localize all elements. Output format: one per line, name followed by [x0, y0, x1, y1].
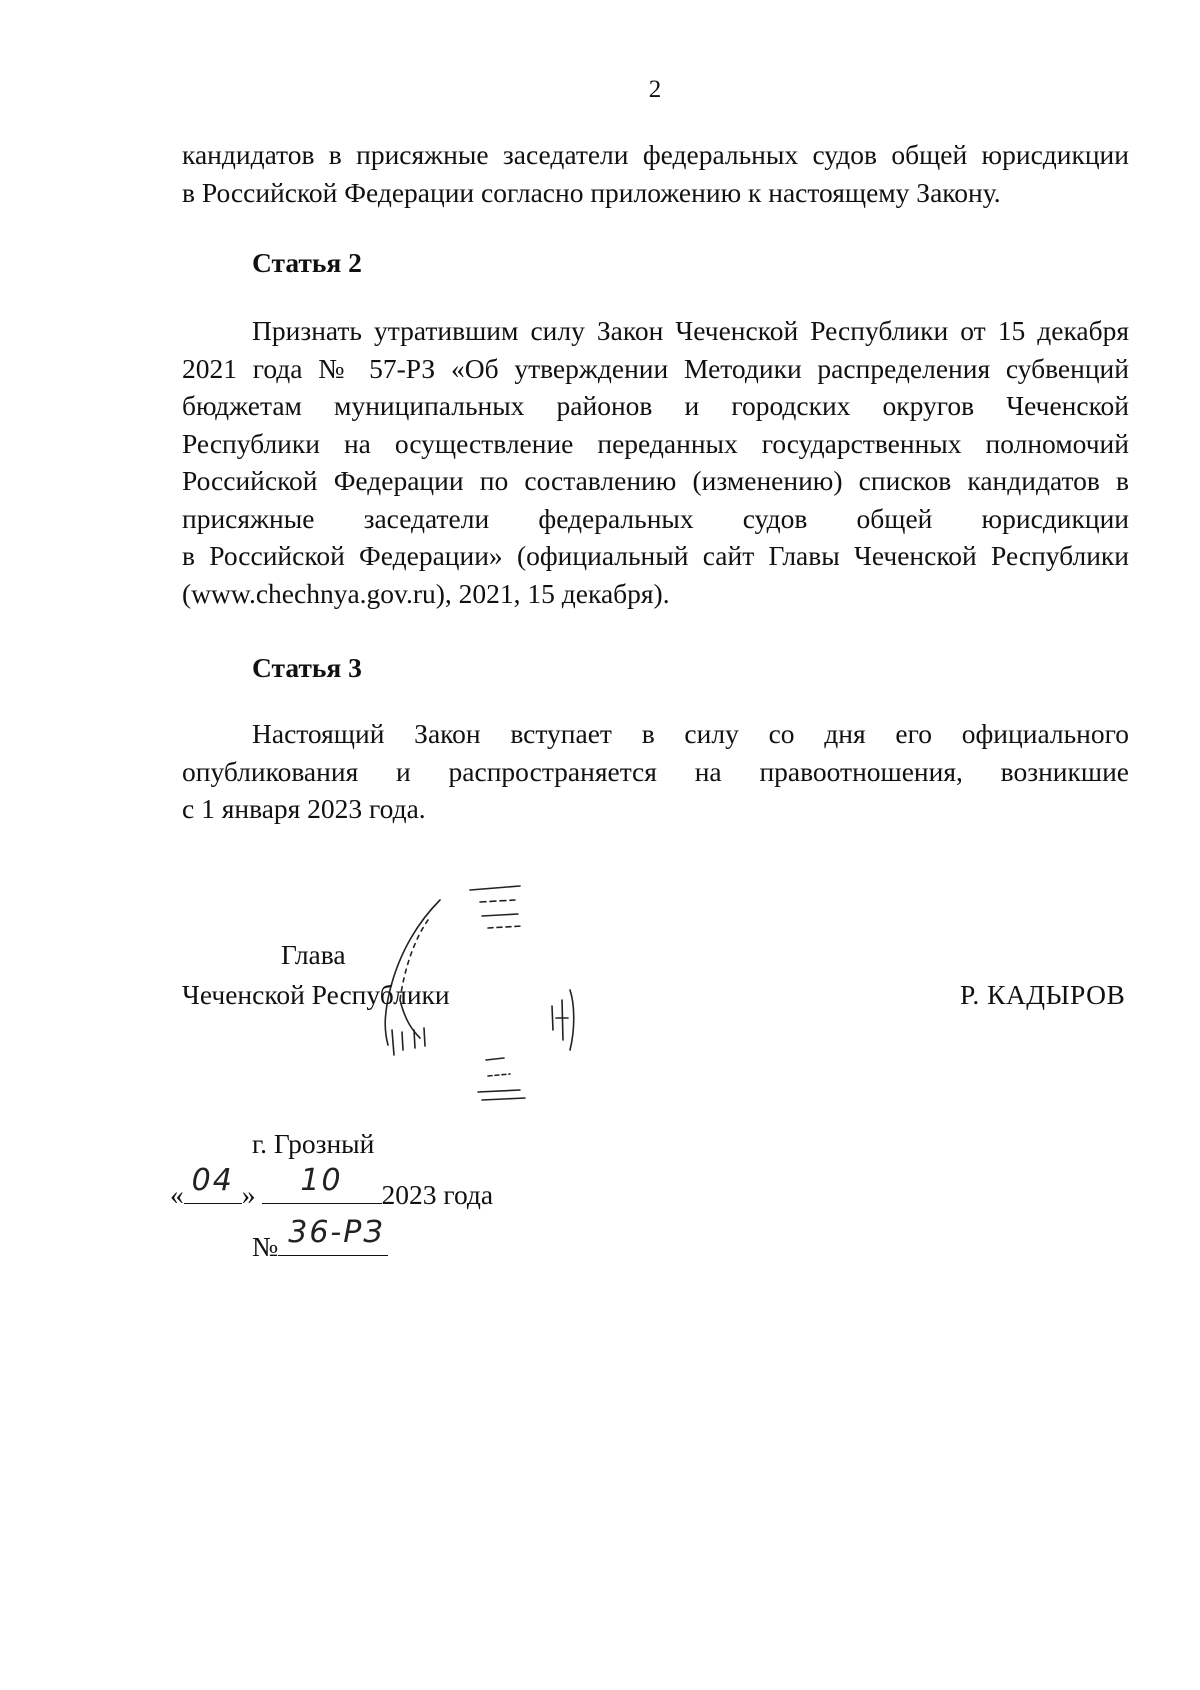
text-line: бюджетам муниципальных районов и городских округов Чеченской [182, 390, 1129, 421]
text-line: (www.chechnya.gov.ru), 2021, 15 декабря). [182, 577, 670, 609]
text-line: 2021 года № 57-РЗ «Об утверждении Методики распределения субвенций [182, 352, 1129, 384]
text-line: Республики на осуществление переданных государственных полномочий [182, 427, 1129, 459]
text-line: в Российской Федерации согласно приложению к настоящему Закону. [182, 176, 1001, 208]
month-blank [262, 1163, 382, 1204]
number-label: № [252, 1231, 279, 1262]
text-line: кандидатов в присяжные заседатели федеральных судов общей юрисдикции [182, 139, 1129, 170]
paragraph-continuation [182, 136, 1129, 211]
year-text: 2023 года [381, 1179, 494, 1210]
number-blank [278, 1215, 388, 1256]
law-number [252, 1215, 388, 1263]
quote-open: « [170, 1179, 184, 1210]
handwritten-month: 10 [300, 1163, 343, 1198]
signatory-title-line2: Чеченской Республики [182, 979, 450, 1010]
day-blank [184, 1163, 242, 1204]
text-line: Признать утратившим силу Закон Чеченской Республики от 15 декабря [252, 315, 1129, 346]
text-line: присяжные заседатели федеральных судов общей юрисдикции [182, 502, 1129, 534]
article-2-paragraph [182, 312, 1129, 612]
text-line: Настоящий Закон вступает в силу со дня его официального [252, 718, 1129, 749]
article-2-heading: Статья 2 [252, 247, 362, 278]
quote-close: » [241, 1179, 256, 1210]
handwritten-day: 04 [191, 1163, 234, 1198]
signatory-name: Р. КАДЫРОВ [960, 979, 1126, 1010]
article-3-heading: Статья 3 [252, 652, 362, 683]
signing-date [170, 1163, 494, 1211]
text-line: в Российской Федерации» (официальный сайт Главы Чеченской Республики [182, 540, 1129, 571]
place-of-signing: г. Грозный [252, 1128, 375, 1159]
page-number: 2 [648, 76, 662, 103]
signatory-title-line1: Глава [281, 939, 346, 970]
signatory-title [182, 935, 450, 1015]
text-line: с 1 января 2023 года. [182, 793, 426, 824]
text-line: Российской Федерации по составлению (изменению) списков кандидатов в [182, 465, 1129, 496]
handwritten-number: 36-РЗ [288, 1215, 385, 1250]
article-3-paragraph [182, 715, 1129, 828]
text-line: опубликования и распространяется на правоотношения, возникшие [182, 755, 1129, 787]
